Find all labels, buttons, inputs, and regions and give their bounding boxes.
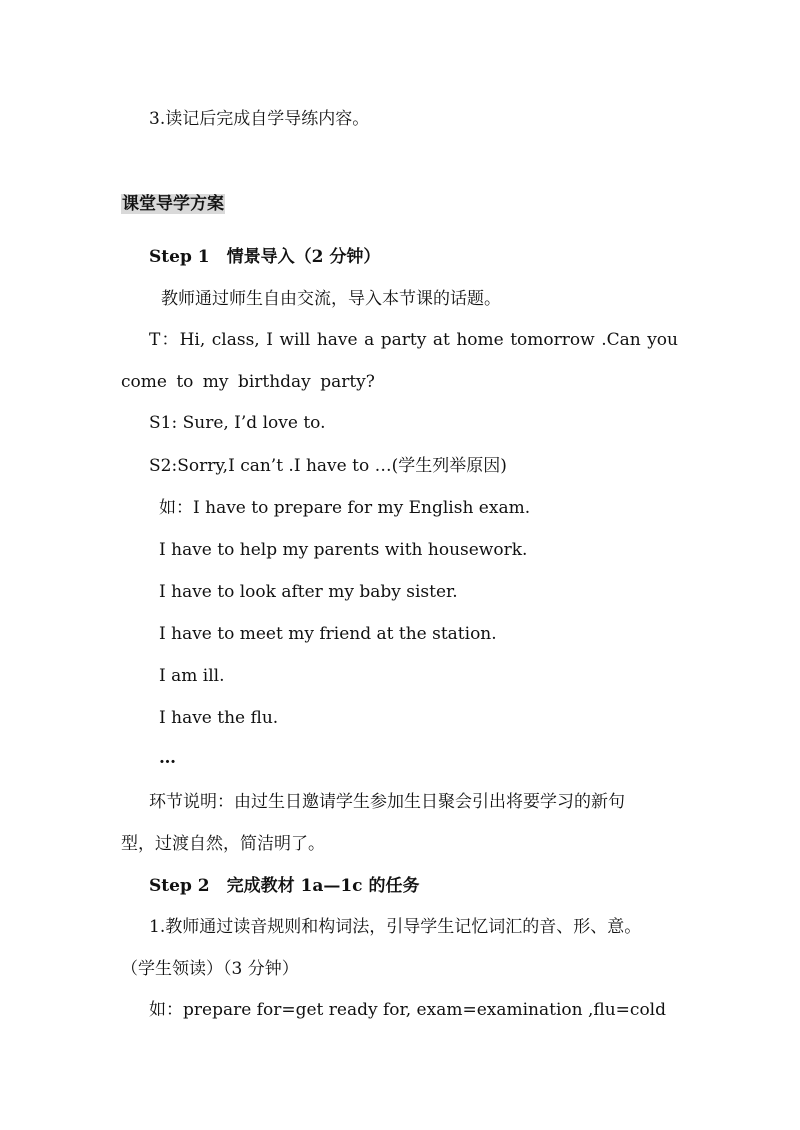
step1-note-line-2: 型，过渡自然，简洁明了。 bbox=[121, 834, 325, 854]
example-line: I have the flu. bbox=[159, 708, 279, 728]
teacher-line-2: come to my birthday party? bbox=[121, 372, 375, 392]
example-line: I have to look after my baby sister. bbox=[159, 582, 458, 602]
teacher-line-1: T：Hi, class, I will have a party at home tomorrow .Can you bbox=[149, 330, 678, 350]
step1-intro: 教师通过师生自由交流，导入本节课的话题。 bbox=[161, 289, 501, 309]
example-line: 如：I have to prepare for my English exam. bbox=[159, 498, 531, 518]
example-line: I have to meet my friend at the station. bbox=[159, 624, 497, 644]
step2-item1-line-2: （学生领读）（3 分钟） bbox=[121, 959, 299, 979]
student1-line: S1: Sure, I’d love to. bbox=[149, 413, 326, 433]
step2-example: 如：prepare for=get ready for, exam=examination ,flu=cold bbox=[149, 1000, 666, 1020]
section-title bbox=[121, 192, 225, 216]
preview-item-3: 3.读记后完成自学导练内容。 bbox=[149, 109, 370, 129]
section-title-text: 课堂导学方案 bbox=[122, 194, 224, 214]
student2-line: S2:Sorry,I can’t .I have to …(学生列举原因) bbox=[149, 456, 507, 476]
step2-item1-line-1: 1.教师通过读音规则和构词法，引导学生记忆词汇的音、形、意。 bbox=[149, 917, 642, 937]
ellipsis: … bbox=[159, 748, 176, 768]
example-line: I am ill. bbox=[159, 666, 225, 686]
step2-heading: Step 2 完成教材 1a—1c 的任务 bbox=[149, 876, 420, 896]
example-line: I have to help my parents with housework. bbox=[159, 540, 528, 560]
step1-note-line-1: 环节说明：由过生日邀请学生参加生日聚会引出将要学习的新句 bbox=[149, 792, 625, 812]
step1-heading: Step 1 情景导入（2 分钟） bbox=[149, 247, 381, 267]
